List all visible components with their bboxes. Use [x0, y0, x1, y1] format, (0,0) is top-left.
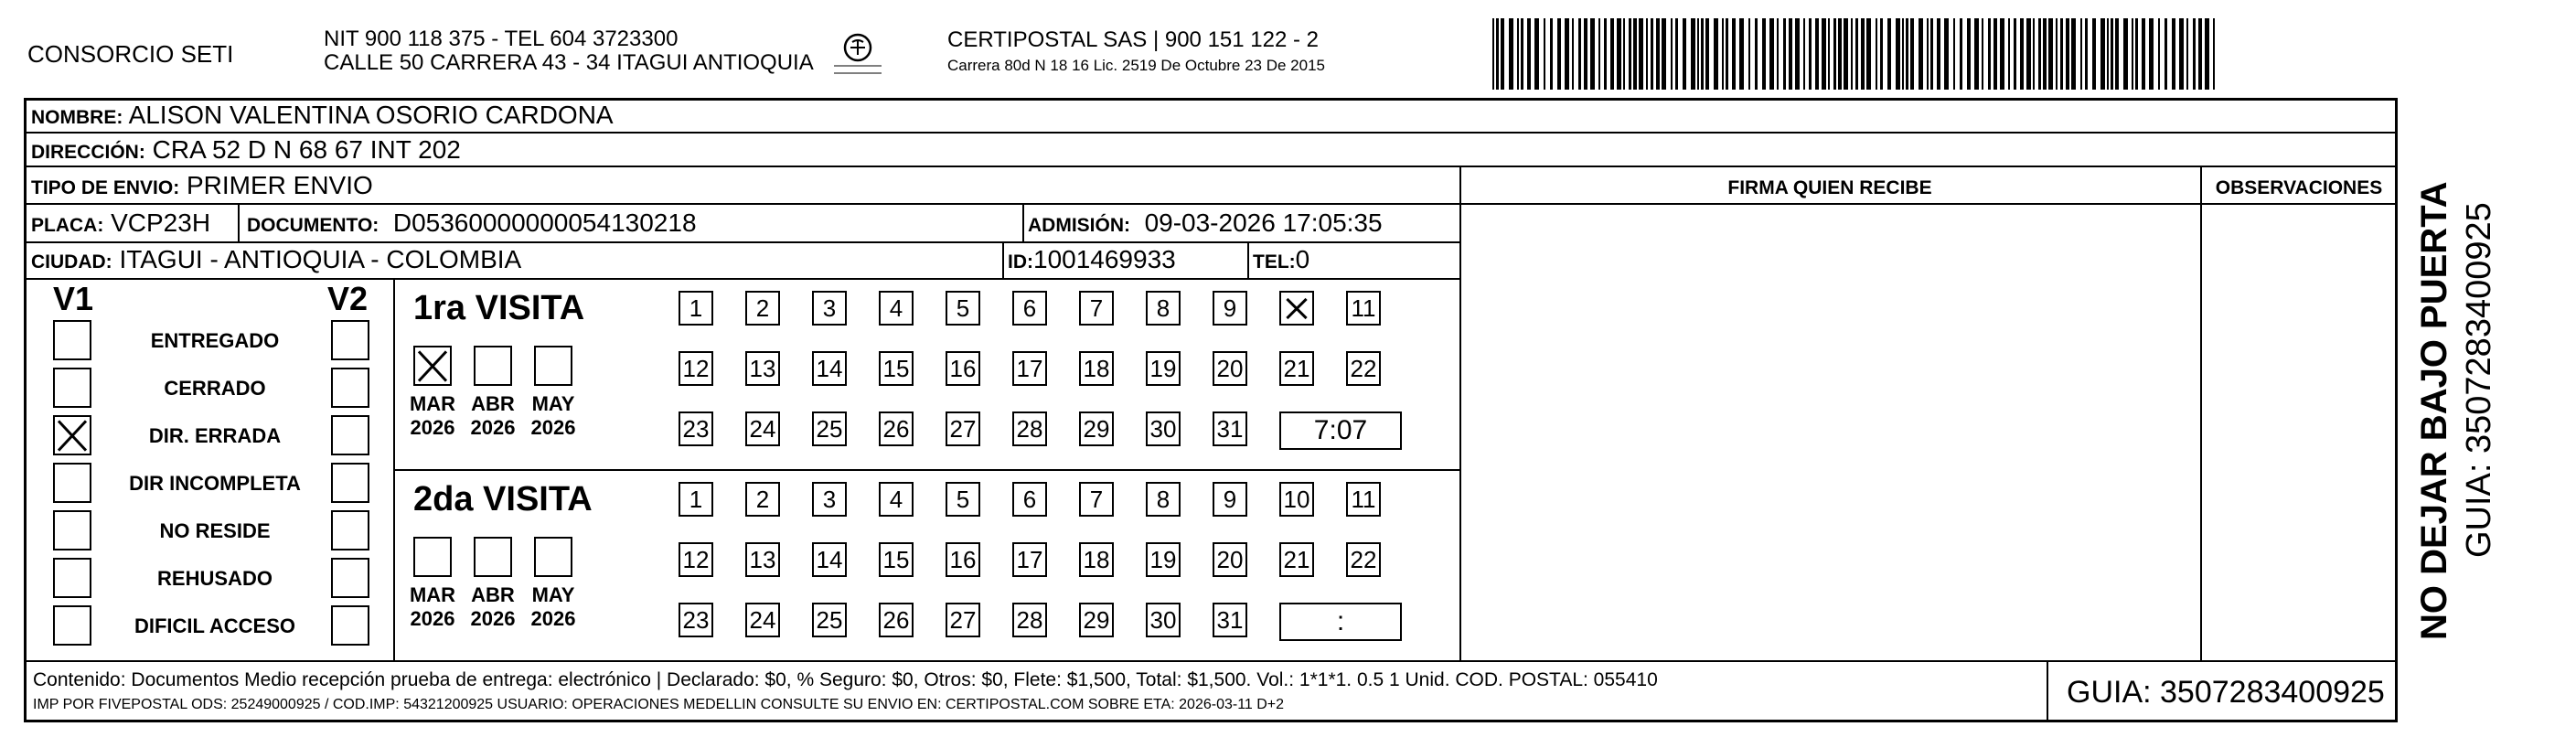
day-box: 21	[1279, 351, 1314, 386]
barcode-bar	[2186, 18, 2188, 90]
barcode-bar	[2172, 18, 2175, 90]
barcode-bar	[1714, 18, 1718, 90]
year-label: 2026	[470, 607, 516, 630]
day-box: 5	[946, 482, 980, 517]
barcode-bar	[1822, 18, 1826, 90]
day-box: 12	[679, 351, 713, 386]
barcode-bar	[1691, 18, 1695, 90]
day-box: 24	[745, 411, 780, 446]
barcode-bar	[2056, 18, 2058, 90]
year-label: 2026	[530, 416, 576, 439]
v1-header: V1	[53, 280, 94, 317]
barcode-bar	[1557, 18, 1561, 90]
nit-line: NIT 900 118 375 - TEL 604 3723300	[324, 27, 679, 51]
status-label: CERRADO	[164, 377, 266, 400]
barcode-bar	[1944, 18, 1949, 90]
barcode-bar	[1833, 18, 1836, 90]
barcode-bar	[2100, 18, 2105, 90]
barcode-bar	[2111, 18, 2113, 90]
tel-field: TEL:0	[1253, 245, 1310, 273]
barcode-bar	[2060, 18, 2063, 90]
barcode-bar	[1598, 18, 1600, 90]
v1-checkbox[interactable]	[53, 463, 91, 503]
firma-header: FIRMA QUIEN RECIBE	[1727, 177, 1932, 198]
barcode-bar	[1732, 18, 1736, 90]
day-box: 29	[1079, 603, 1114, 637]
day-box: 13	[745, 351, 780, 386]
time-box: :	[1279, 603, 1402, 641]
day-box: 7	[1079, 291, 1114, 326]
barcode-bar	[1803, 18, 1805, 90]
barcode-bar	[1896, 18, 1900, 90]
barcode-bar	[2020, 18, 2024, 90]
month-checkbox[interactable]	[474, 537, 512, 577]
day-box: 16	[946, 542, 980, 577]
status-label: ENTREGADO	[150, 329, 280, 352]
day-box: 14	[812, 351, 847, 386]
day-box: 2	[745, 482, 780, 517]
year-label: 2026	[410, 416, 455, 439]
barcode-bar	[1982, 18, 1983, 90]
barcode-bar	[2071, 18, 2076, 90]
day-box: 10	[1279, 482, 1314, 517]
barcode-bar	[2135, 18, 2138, 90]
barcode-bar	[1629, 18, 1631, 90]
barcode-bar	[1967, 18, 1971, 90]
barcode-bar	[1993, 18, 1997, 90]
day-box: 17	[1012, 351, 1047, 386]
day-box: 9	[1213, 291, 1247, 326]
footer-content-line: Contenido: Documentos Medio recepción prueba de entrega: electrónico | Declarado: $0, % Seguro: $0, Otros: $0, Flete: $1,500, Total: $1,500. Vol.: 1*1*1. 0.5 1 Unid. COD. POSTAL: 055410	[33, 669, 1658, 690]
v1-checkbox[interactable]	[53, 368, 91, 408]
address-line: CALLE 50 CARRERA 43 - 34 ITAGUI ANTIOQUIA	[324, 50, 814, 75]
footer-print-line: IMP POR FIVEPOSTAL ODS: 25249000925 / COD.IMP: 54321200925 USUARIO: OPERACIONES MEDELLIN CONSULTE SU ENVIO EN: CERTIPOSTAL.COM SOBRE ETA: 2026-03-11 D+2	[33, 697, 1285, 712]
year-label: 2026	[470, 416, 516, 439]
barcode-bar	[1906, 18, 1908, 90]
observaciones-header: OBSERVACIONES	[2215, 177, 2383, 198]
barcode-bar	[1662, 18, 1666, 90]
barcode-bar	[1617, 18, 1621, 90]
barcode-bar	[1726, 18, 1728, 90]
barcode-bar	[1544, 18, 1545, 90]
barcode-bar	[2132, 18, 2133, 90]
barcode-bar	[1517, 18, 1519, 90]
day-box: 20	[1213, 542, 1247, 577]
barcode-bar	[1838, 18, 1842, 90]
month-label: ABR	[471, 583, 515, 606]
barcode-bar	[1623, 18, 1625, 90]
barcode-bar	[2000, 18, 2004, 90]
day-box: 12	[679, 542, 713, 577]
barcode-bar	[1855, 18, 1858, 90]
barcode-bar	[1927, 18, 1929, 90]
barcode-bar	[1705, 18, 1709, 90]
barcode-bar	[1876, 18, 1877, 90]
day-box: 14	[812, 542, 847, 577]
barcode-bar	[2043, 18, 2047, 90]
barcode-bar	[2033, 18, 2035, 90]
ciudad-field: CIUDAD: ITAGUI - ANTIOQUIA - COLOMBIA	[31, 245, 522, 273]
placa-field: PLACA: VCP23H	[31, 208, 211, 237]
day-box	[1279, 291, 1314, 326]
barcode-bar	[1565, 18, 1569, 90]
day-box: 9	[1213, 482, 1247, 517]
barcode-bar	[1739, 18, 1744, 90]
barcode-bar	[2198, 18, 2202, 90]
barcode-bar	[1496, 18, 1499, 90]
barcode-bar	[1651, 18, 1653, 90]
day-box: 1	[679, 482, 713, 517]
day-box: 23	[679, 603, 713, 637]
month-label: MAR	[409, 583, 456, 606]
barcode-bar	[1910, 18, 1914, 90]
day-box: 31	[1213, 603, 1247, 637]
barcode-bar	[1722, 18, 1724, 90]
barcode-bar	[1919, 18, 1923, 90]
day-box: 7	[1079, 482, 1114, 517]
barcode-bar	[1866, 18, 1871, 90]
day-box: 29	[1079, 411, 1114, 446]
v2-checkbox[interactable]	[331, 368, 369, 408]
barcode-bar	[2123, 18, 2128, 90]
day-box: 18	[1079, 351, 1114, 386]
barcode-bar	[1527, 18, 1531, 90]
day-box: 25	[812, 411, 847, 446]
barcode-bar	[2085, 18, 2088, 90]
barcode-bar	[1974, 18, 1979, 90]
barcode-bar	[1675, 18, 1678, 90]
tipo-envio-value: PRIMER ENVIO	[186, 171, 373, 199]
barcode	[1492, 18, 2224, 90]
cert-license: Carrera 80d N 18 16 Lic. 2519 De Octubre 23 De 2015	[947, 57, 1325, 74]
v1-checkbox[interactable]	[53, 605, 91, 646]
barcode-bar	[1777, 18, 1779, 90]
barcode-bar	[1521, 18, 1523, 90]
barcode-bar	[2080, 18, 2082, 90]
month-label: ABR	[471, 392, 515, 415]
company-name: CONSORCIO SETI	[27, 40, 234, 68]
day-box: 19	[1146, 542, 1181, 577]
day-box: 6	[1012, 482, 1047, 517]
status-label: REHUSADO	[157, 567, 273, 590]
barcode-bar	[1960, 18, 1962, 90]
day-box: 26	[879, 411, 914, 446]
barcode-bar	[2066, 18, 2069, 90]
side-guia-label: GUIA: 3507283400925	[2460, 202, 2498, 558]
status-label: NO RESIDE	[159, 519, 271, 542]
time-box: 7:07	[1279, 411, 1402, 450]
day-box: 11	[1346, 291, 1381, 326]
signature-area[interactable]	[1461, 205, 2198, 658]
day-box: 21	[1279, 542, 1314, 577]
day-box: 22	[1346, 351, 1381, 386]
month-checkbox[interactable]	[413, 537, 452, 577]
v2-checkbox[interactable]	[331, 558, 369, 598]
placa-value: VCP23H	[111, 208, 211, 237]
barcode-bar	[2142, 18, 2145, 90]
barcode-bar	[1671, 18, 1673, 90]
day-box: 26	[879, 603, 914, 637]
barcode-bar	[1930, 18, 1933, 90]
day-box: 27	[946, 411, 980, 446]
v1-checkbox[interactable]	[53, 415, 91, 455]
barcode-bar	[1701, 18, 1704, 90]
barcode-bar	[2213, 18, 2215, 90]
barcode-bar	[1887, 18, 1891, 90]
v2-header: V2	[327, 280, 369, 317]
barcode-bar	[2115, 18, 2119, 90]
month-checkbox[interactable]	[534, 346, 572, 386]
barcode-bar	[1795, 18, 1800, 90]
day-box: 3	[812, 291, 847, 326]
ciudad-value: ITAGUI - ANTIOQUIA - COLOMBIA	[119, 245, 522, 273]
year-label: 2026	[410, 607, 455, 630]
v2-checkbox[interactable]	[331, 510, 369, 550]
barcode-bar	[2158, 18, 2160, 90]
day-box: 3	[812, 482, 847, 517]
day-box: 18	[1079, 542, 1114, 577]
barcode-bar	[1509, 18, 1513, 90]
day-box: 27	[946, 603, 980, 637]
day-box: 24	[745, 603, 780, 637]
barcode-bar	[1656, 18, 1660, 90]
barcode-bar	[1697, 18, 1699, 90]
status-label: DIR INCOMPLETA	[129, 472, 301, 495]
barcode-bar	[2107, 18, 2109, 90]
admision-value: 09-03-2026 17:05:35	[1144, 208, 1383, 237]
footer-guia: GUIA: 3507283400925	[2067, 675, 2385, 710]
barcode-bar	[1809, 18, 1812, 90]
status-label: DIFICIL ACCESO	[134, 614, 295, 637]
barcode-bar	[2048, 18, 2053, 90]
day-box: 28	[1012, 603, 1047, 637]
barcode-bar	[1683, 18, 1686, 90]
day-box: 15	[879, 351, 914, 386]
day-box: 28	[1012, 411, 1047, 446]
day-box: 8	[1146, 482, 1181, 517]
day-box: 4	[879, 482, 914, 517]
documento-value: D05360000000054130218	[392, 208, 697, 237]
v1-checkbox[interactable]	[53, 510, 91, 550]
certipostal-logo	[830, 31, 885, 79]
month-checkbox[interactable]	[534, 537, 572, 577]
day-box: 25	[812, 603, 847, 637]
day-box: 20	[1213, 351, 1247, 386]
barcode-bar	[1534, 18, 1539, 90]
barcode-bar	[1828, 18, 1830, 90]
v2-checkbox[interactable]	[331, 415, 369, 455]
barcode-bar	[1550, 18, 1553, 90]
day-box: 1	[679, 291, 713, 326]
barcode-bar	[1748, 18, 1750, 90]
barcode-bar	[1646, 18, 1648, 90]
barcode-bar	[1584, 18, 1587, 90]
barcode-bar	[2193, 18, 2196, 90]
barcode-bar	[1492, 18, 1494, 90]
barcode-bar	[1880, 18, 1883, 90]
day-box: 30	[1146, 603, 1181, 637]
cert-title: CERTIPOSTAL SAS | 900 151 122 - 2	[947, 27, 1319, 52]
day-box: 8	[1146, 291, 1181, 326]
day-box: 6	[1012, 291, 1047, 326]
barcode-bar	[2008, 18, 2010, 90]
day-box: 11	[1346, 482, 1381, 517]
admision-field: ADMISIÓN: 09-03-2026 17:05:35	[1028, 208, 1383, 237]
barcode-bar	[2038, 18, 2041, 90]
observations-area[interactable]	[2202, 205, 2396, 658]
barcode-bar	[1851, 18, 1853, 90]
barcode-bar	[1604, 18, 1607, 90]
barcode-bar	[2149, 18, 2154, 90]
month-checkbox[interactable]	[413, 346, 452, 386]
barcode-bar	[1639, 18, 1643, 90]
day-box: 16	[946, 351, 980, 386]
year-label: 2026	[530, 607, 576, 630]
v1-checkbox[interactable]	[53, 558, 91, 598]
barcode-bar	[2014, 18, 2016, 90]
v2-checkbox[interactable]	[331, 320, 369, 360]
barcode-bar	[1937, 18, 1940, 90]
barcode-bar	[2026, 18, 2031, 90]
barcode-bar	[2179, 18, 2184, 90]
barcode-bar	[1953, 18, 1955, 90]
barcode-bar	[2205, 18, 2209, 90]
day-box: 19	[1146, 351, 1181, 386]
direccion-field: DIRECCIÓN: CRA 52 D N 68 67 INT 202	[31, 135, 461, 164]
barcode-bar	[1902, 18, 1904, 90]
barcode-bar	[1844, 18, 1848, 90]
barcode-bar	[1633, 18, 1637, 90]
day-box: 4	[879, 291, 914, 326]
visit1-title: 1ra VISITA	[413, 289, 585, 327]
barcode-bar	[1861, 18, 1865, 90]
month-label: MAR	[409, 392, 456, 415]
barcode-bar	[1769, 18, 1774, 90]
v2-checkbox[interactable]	[331, 463, 369, 503]
v2-checkbox[interactable]	[331, 605, 369, 646]
day-box: 31	[1213, 411, 1247, 446]
day-box: 13	[745, 542, 780, 577]
barcode-bar	[1610, 18, 1614, 90]
direccion-value: CRA 52 D N 68 67 INT 202	[152, 135, 461, 164]
barcode-bar	[1762, 18, 1766, 90]
nombre-field: NOMBRE: ALISON VALENTINA OSORIO CARDONA	[31, 101, 614, 129]
barcode-bar	[2092, 18, 2096, 90]
day-box: 23	[679, 411, 713, 446]
barcode-bar	[1578, 18, 1581, 90]
nombre-value: ALISON VALENTINA OSORIO CARDONA	[128, 101, 614, 129]
month-label: MAY	[531, 583, 575, 606]
tipo-envio-field: TIPO DE ENVIO: PRIMER ENVIO	[31, 171, 373, 199]
day-box: 15	[879, 542, 914, 577]
barcode-bar	[1572, 18, 1574, 90]
barcode-bar	[1815, 18, 1819, 90]
barcode-bar	[1501, 18, 1504, 90]
id-field: ID:1001469933	[1008, 245, 1176, 273]
day-box: 22	[1346, 542, 1381, 577]
barcode-bar	[1789, 18, 1792, 90]
barcode-bar	[1755, 18, 1758, 90]
v1-checkbox[interactable]	[53, 320, 91, 360]
barcode-bar	[1783, 18, 1786, 90]
day-box: 2	[745, 291, 780, 326]
tel-value: 0	[1295, 245, 1310, 273]
barcode-bar	[1988, 18, 1991, 90]
barcode-bar	[1590, 18, 1595, 90]
status-label: DIR. ERRADA	[148, 424, 282, 447]
documento-field: DOCUMENTO: D05360000000054130218	[247, 208, 697, 237]
day-box: 17	[1012, 542, 1047, 577]
barcode-bar	[2164, 18, 2167, 90]
day-box: 5	[946, 291, 980, 326]
month-checkbox[interactable]	[474, 346, 512, 386]
day-box: 30	[1146, 411, 1181, 446]
month-label: MAY	[531, 392, 575, 415]
no-dejar-label: NO DEJAR BAJO PUERTA	[2414, 181, 2454, 640]
id-value: 1001469933	[1033, 245, 1176, 273]
visit2-title: 2da VISITA	[413, 480, 593, 518]
